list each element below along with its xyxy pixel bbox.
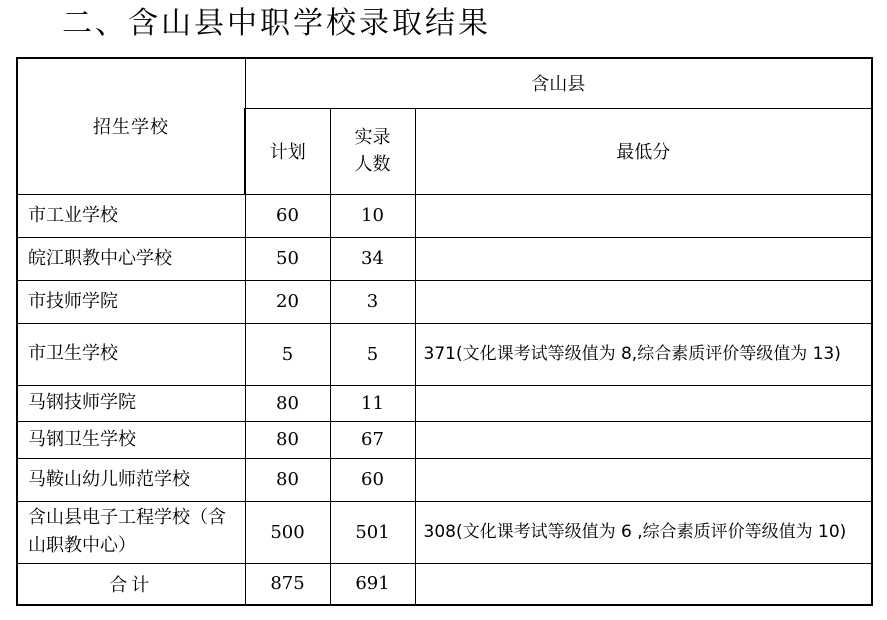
- min-score-value: [415, 237, 872, 280]
- total-row: [17, 563, 872, 605]
- table-row: [17, 323, 872, 385]
- plan-value: 500: [245, 501, 330, 563]
- table-row: [17, 385, 872, 421]
- plan-value: 80: [245, 421, 330, 458]
- min-score-value: 371(文化课考试等级值为 8,综合素质评价等级值为 13): [415, 323, 872, 385]
- actual-value: 501: [330, 501, 415, 563]
- school-name: 马鞍山幼儿师范学校: [17, 458, 245, 501]
- table-row: [17, 237, 872, 280]
- header-county: 含山县: [245, 58, 872, 108]
- actual-value: 11: [330, 385, 415, 421]
- plan-value: 80: [245, 458, 330, 501]
- plan-value: 60: [245, 194, 330, 237]
- actual-value: 34: [330, 237, 415, 280]
- school-name: 市工业学校: [17, 194, 245, 237]
- header-actual: [330, 108, 415, 194]
- header-min-score: 最低分: [415, 108, 872, 194]
- min-score-value: [415, 280, 872, 323]
- table-row: [17, 280, 872, 323]
- plan-value: 80: [245, 385, 330, 421]
- plan-value: 5: [245, 323, 330, 385]
- actual-value: 10: [330, 194, 415, 237]
- total-actual: 691: [330, 563, 415, 605]
- min-score-value: [415, 458, 872, 501]
- school-name: 马钢卫生学校: [17, 421, 245, 458]
- school-name-text: 含山县电子工程学校（含山职教中心）: [28, 507, 226, 556]
- plan-value: 20: [245, 280, 330, 323]
- total-label: 合计: [17, 563, 245, 605]
- actual-value: 67: [330, 421, 415, 458]
- total-min-score: [415, 563, 872, 605]
- actual-value: 3: [330, 280, 415, 323]
- actual-value: 60: [330, 458, 415, 501]
- table-row: [17, 421, 872, 458]
- admission-results-table: [16, 57, 873, 606]
- plan-value: 50: [245, 237, 330, 280]
- table-row: [17, 501, 872, 563]
- min-score-value: 308(文化课考试等级值为 6 ,综合素质评价等级值为 10): [415, 501, 872, 563]
- header-school: 招生学校: [17, 58, 245, 194]
- table-row: [17, 194, 872, 237]
- table-row: [17, 458, 872, 501]
- actual-value: 5: [330, 323, 415, 385]
- school-name: 市卫生学校: [17, 323, 245, 385]
- header-plan: 计划: [245, 108, 330, 194]
- min-score-value: [415, 194, 872, 237]
- header-actual-text: 实录人数: [354, 127, 391, 175]
- school-name: [17, 501, 245, 563]
- min-score-value: [415, 385, 872, 421]
- school-name: 皖江职教中心学校: [17, 237, 245, 280]
- school-name: 市技师学院: [17, 280, 245, 323]
- min-score-value: [415, 421, 872, 458]
- page-title: 二、含山县中职学校录取结果: [62, 6, 491, 41]
- school-name: 马钢技师学院: [17, 385, 245, 421]
- total-plan: 875: [245, 563, 330, 605]
